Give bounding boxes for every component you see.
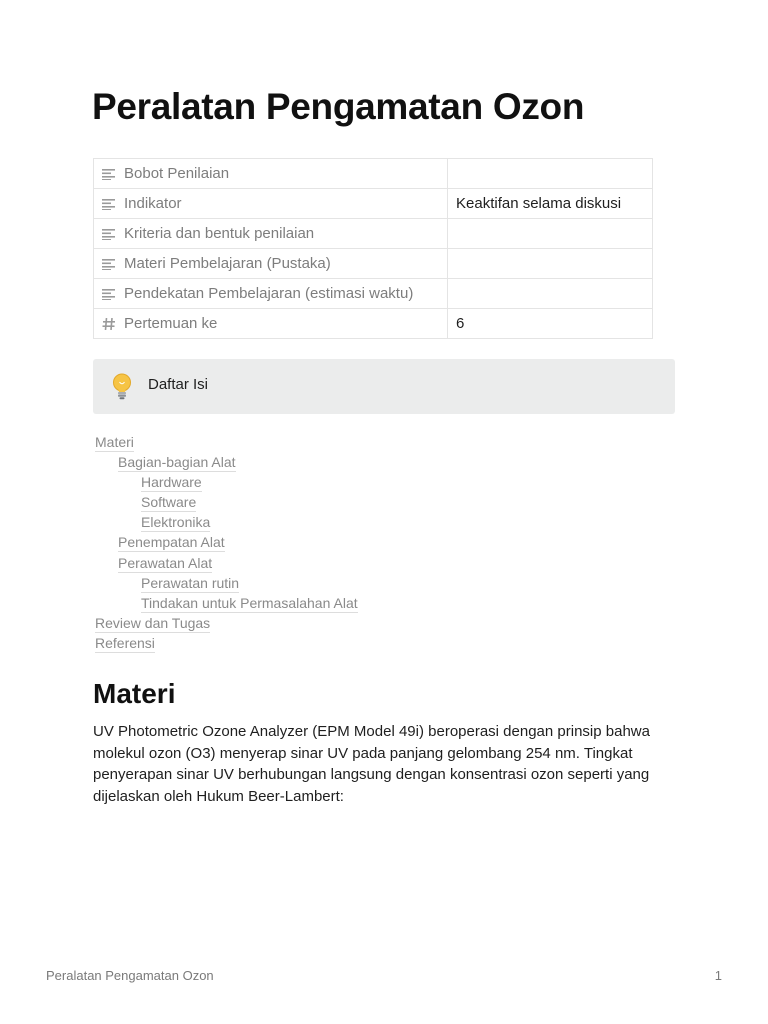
property-key-label: Pendekatan Pembelajaran (estimasi waktu) [124,285,414,302]
property-value-cell[interactable]: 6 [448,309,653,339]
toc-link[interactable]: Materi [95,434,134,450]
property-row [94,159,653,189]
toc-link[interactable]: Tindakan untuk Permasalahan Alat [141,594,358,611]
page-number: 1 [714,968,722,983]
table-of-contents [95,432,358,653]
page-title: Peralatan Pengamatan Ozon [92,86,585,127]
toc-link[interactable]: Review dan Tugas [95,614,211,631]
toc-link[interactable]: Hardware [141,474,202,491]
toc-link[interactable]: Perawatan Alat [118,554,213,571]
properties-table [93,158,653,339]
lightbulb-icon [112,373,132,401]
toc-link[interactable]: Referensi [95,634,155,651]
property-key-cell [94,279,448,309]
text-lines-icon [102,288,116,300]
property-key-label: Indikator [124,195,182,212]
text-lines-icon [102,228,116,240]
property-key-cell [94,159,448,189]
callout-text: Daftar Isi [148,376,209,393]
property-row [94,249,653,279]
property-key-label: Kriteria dan bentuk penilaian [124,225,315,242]
property-key-cell [94,309,448,339]
property-value-cell[interactable] [448,279,653,309]
property-row [94,219,653,249]
body-paragraph: UV Photometric Ozone Analyzer (EPM Model 49i) beroperasi dengan prinsip bahwa molekul ozon (O3) menyerap sinar UV pada panjang gelombang 254 nm. Tingkat penyerapan sinar UV berhubungan langsung dengan konsentrasi ozon seperti yang dijelaskan oleh Hukum Beer-Lambert: [93,723,650,805]
property-key-cell [94,219,448,249]
toc-link[interactable]: Perawatan rutin [141,574,240,591]
hash-icon [102,318,116,330]
text-lines-icon [102,168,116,180]
text-lines-icon [102,198,116,210]
property-row [94,309,653,339]
property-key-label: Bobot Penilaian [124,165,230,182]
property-key-label: Materi Pembelajaran (Pustaka) [124,255,331,272]
property-key-cell [94,189,448,219]
property-row [94,189,653,219]
property-key-label: Pertemuan ke [124,315,218,332]
property-row [94,279,653,309]
toc-link[interactable]: Bagian-bagian Alat [118,454,236,471]
property-value-cell[interactable] [448,159,653,189]
property-key-cell [94,249,448,279]
table-of-contents-callout [93,359,675,414]
toc-link[interactable]: Elektronika [141,514,211,531]
text-lines-icon [102,258,116,270]
property-value-cell[interactable]: Keaktifan selama diskusi [448,189,653,219]
property-value-cell[interactable] [448,249,653,279]
toc-link[interactable]: Penempatan Alat [118,534,225,551]
toc-link[interactable]: Software [141,494,197,511]
footer-title: Peralatan Pengamatan Ozon [46,968,214,983]
property-value-cell[interactable] [448,219,653,249]
section-heading: Materi [93,678,176,709]
